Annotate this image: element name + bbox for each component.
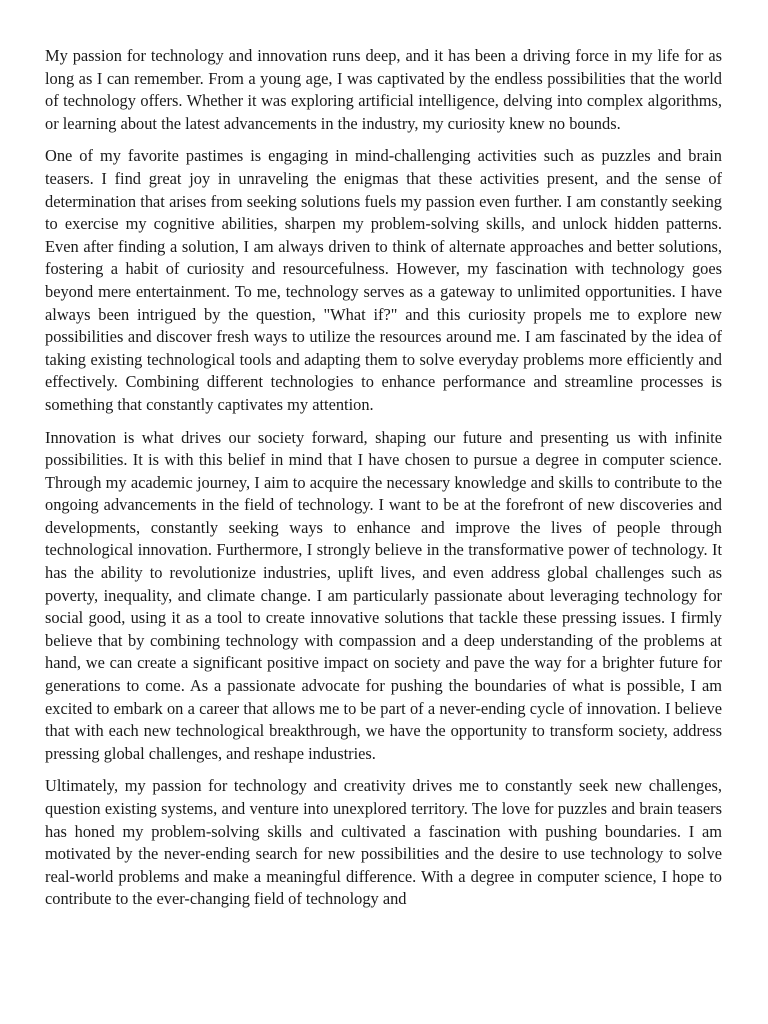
paragraph-4: Ultimately, my passion for technology and creativity drives me to constantly seek new challenges, question existing systems, and venture into unexplored territory. The love for puzzles and brain teasers has honed my problem-solving skills and cultivated a fascination with pushing boundaries. I am motivated by the never-ending search for new possibilities and the desire to use technology to solve real-world problems and make a meaningful difference. With a degree in computer science, I hope to contribute to the ever-changing field of technology and bbox=[45, 776, 722, 909]
paragraph-1: My passion for technology and innovation runs deep, and it has been a driving force in my life for as long as I can remember. From a young age, I was captivated by the endless possibilities that the world of technology offers. Whether it was exploring artificial intelligence, delving into complex algorithms, or learning about the latest advancements in the industry, my curiosity knew no bounds. bbox=[45, 46, 722, 133]
paragraph-2: One of my favorite pastimes is engaging in mind-challenging activities such as puzzles and brain teasers. I find great joy in unraveling the enigmas that these activities present, and the sense of determination that arises from seeking solutions fuels my passion even further. I am constantly seeking to exercise my cognitive abilities, sharpen my problem-solving skills, and unlock hidden patterns. Even after finding a solution, I am always driven to think of alternate approaches and better solutions, fostering a habit of curiosity and resourcefulness. However, my fascination with technology goes beyond mere entertainment. To me, technology serves as a gateway to unlimited opportunities. I have always been intrigued by the question, "What if?" and this curiosity propels me to explore new possibilities and discover fresh ways to utilize the resources around me. I am fascinated by the idea of taking existing technological tools and adapting them to solve everyday problems more efficiently and effectively. Combining different technologies to enhance performance and streamline processes is something that constantly captivates my attention. bbox=[45, 146, 722, 414]
document-page bbox=[45, 45, 722, 921]
paragraph-3: Innovation is what drives our society forward, shaping our future and presenting us with infinite possibilities. It is with this belief in mind that I have chosen to pursue a degree in computer science. Through my academic journey, I aim to acquire the necessary knowledge and skills to contribute to the ongoing advancements in the field of technology. I want to be at the forefront of new discoveries and developments, constantly seeking ways to enhance and improve the lives of people through technological innovation. Furthermore, I strongly believe in the transformative power of technology. It has the ability to revolutionize industries, uplift lives, and even address global challenges such as poverty, inequality, and climate change. I am particularly passionate about leveraging technology for social good, using it as a tool to create innovative solutions that tackle these pressing issues. I firmly believe that by combining technology with compassion and a deep understanding of the problems at hand, we can create a significant positive impact on society and pave the way for a brighter future for generations to come. As a passionate advocate for pushing the boundaries of what is possible, I am excited to embark on a career that allows me to be part of a never-ending cycle of innovation. I believe that with each new technological breakthrough, we have the opportunity to transform society, address pressing global challenges, and reshape industries. bbox=[45, 427, 722, 763]
